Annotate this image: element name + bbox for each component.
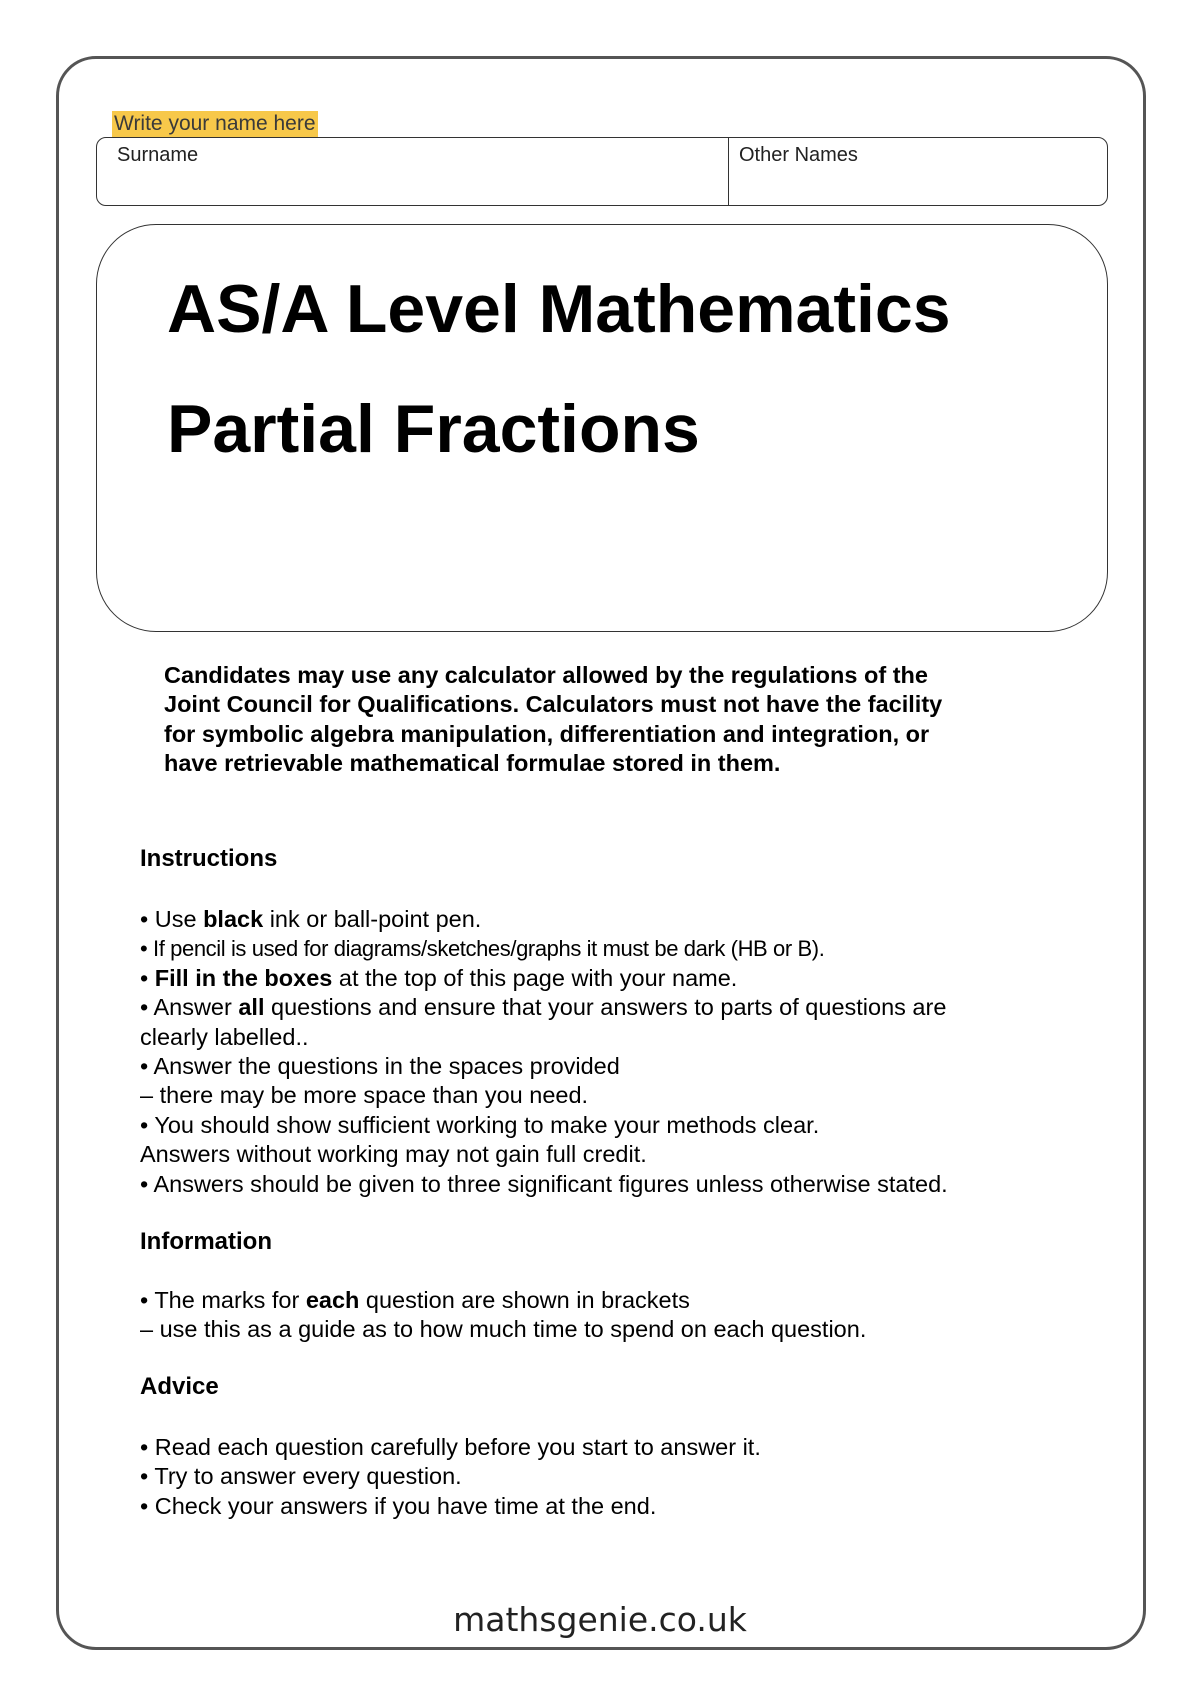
calculator-note-line: for symbolic algebra manipulation, differentiation and integration, or — [164, 720, 930, 747]
text-run: • Answer — [140, 994, 239, 1021]
surname-label: Surname — [117, 144, 199, 166]
instruction-item: • If pencil is used for diagrams/sketches/graphs it must be dark (HB or B). — [140, 936, 825, 962]
information-item: – use this as a guide as to how much time to spend on each question. — [140, 1316, 867, 1343]
instruction-item: • You should show sufficient working to make your methods clear. — [140, 1111, 820, 1138]
text-run: ink or ball-point pen. — [263, 906, 482, 932]
text-run: • Use — [140, 906, 204, 932]
emphasis: black — [203, 906, 264, 932]
instruction-item — [140, 905, 1080, 934]
text-run: • The marks for — [140, 1287, 306, 1313]
advice-heading: Advice — [140, 1373, 219, 1400]
advice-item: • Read each question carefully before you start to answer it. — [140, 1434, 761, 1460]
advice-item: • Check your answers if you have time at the end. — [140, 1492, 657, 1519]
calculator-note-line: Joint Council for Qualifications. Calculators must not have the facility — [164, 691, 943, 718]
name-fields — [96, 137, 1108, 206]
text-run: questions and ensure that your answers to parts of questions are — [264, 994, 947, 1021]
advice-item: • Try to answer every question. — [140, 1463, 462, 1490]
instruction-item: – there may be more space than you need. — [140, 1082, 589, 1109]
instruction-item — [140, 964, 1080, 993]
instruction-item: Answers without working may not gain full credit. — [140, 1141, 647, 1168]
instruction-item: clearly labelled.. — [140, 1023, 309, 1050]
instruction-item: • Answer the questions in the spaces provided — [140, 1053, 620, 1080]
text-run: at the top of this page with your name. — [332, 964, 738, 991]
information-item — [140, 1286, 1080, 1315]
other-names-label: Other Names — [739, 144, 858, 166]
emphasis: all — [238, 994, 265, 1021]
topic-title: Partial Fractions — [167, 391, 700, 467]
title-box — [96, 224, 1108, 632]
emphasis: Fill in the boxes — [154, 964, 333, 991]
calculator-note-line: have retrievable mathematical formulae stored in them. — [164, 750, 781, 777]
information-list — [140, 1286, 1080, 1345]
text-run: • — [140, 964, 155, 991]
surname-field[interactable] — [97, 138, 729, 205]
name-prompt: Write your name here — [114, 112, 316, 135]
calculator-note — [164, 661, 1084, 779]
instructions-heading: Instructions — [140, 845, 278, 872]
calculator-note-line: Candidates may use any calculator allowed by the regulations of the — [164, 662, 928, 688]
text-run: question are shown in brackets — [359, 1287, 690, 1313]
advice-list — [140, 1433, 1080, 1521]
emphasis: each — [305, 1287, 360, 1313]
footer-site-name: mathsgenie.co.uk — [453, 1600, 747, 1639]
instructions-list — [140, 905, 1080, 1199]
information-heading: Information — [140, 1228, 272, 1255]
course-title: AS/A Level Mathematics — [167, 271, 951, 347]
instruction-item: • Answers should be given to three significant figures unless otherwise stated. — [140, 1170, 948, 1197]
instruction-item — [140, 993, 1080, 1022]
other-names-field[interactable] — [729, 138, 1107, 205]
